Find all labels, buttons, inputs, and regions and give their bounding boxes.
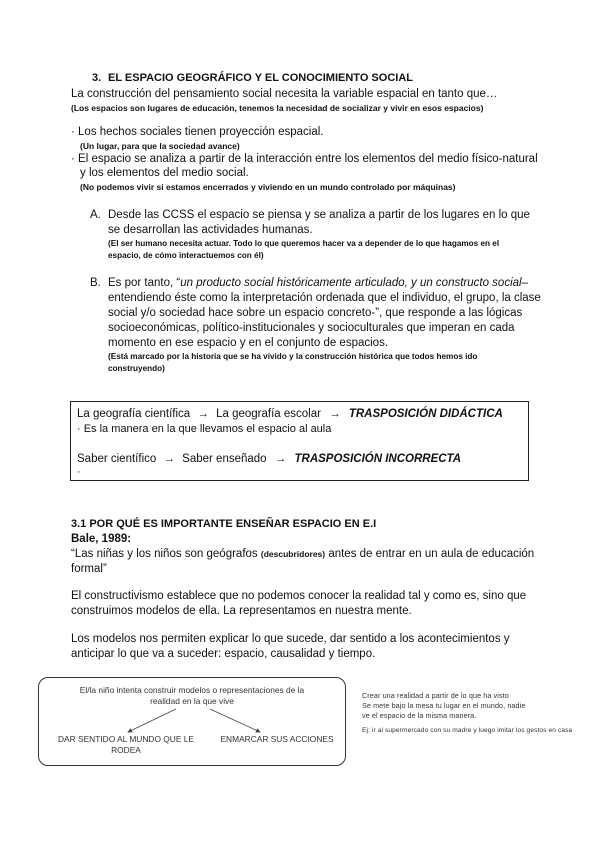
bullet-1: · Los hechos sociales tienen proyección espacial. bbox=[71, 126, 324, 138]
diagram-right: ENMARCAR SUS ACCIONES bbox=[220, 734, 334, 744]
box-row2-dot: · bbox=[77, 466, 81, 478]
section-number: 3. bbox=[92, 72, 102, 84]
arrow-left-down bbox=[128, 709, 176, 732]
para2-line2: anticipar lo que va a suceder: espacio, causalidad y tiempo. bbox=[71, 648, 376, 660]
box-row2-taught: Saber enseñado bbox=[182, 453, 267, 465]
item-a-note1: (El ser humano necesita actuar. Todo lo que queremos hacer va a depender de lo que hagamos en el bbox=[108, 239, 500, 248]
intro-text: La construcción del pensamiento social necesita la variable espacial en tanto que… bbox=[71, 88, 498, 100]
diagram-top-line2: realidad en la que vive bbox=[150, 696, 234, 706]
item-a-note2: espacio, de cómo interactuemos con él) bbox=[108, 251, 264, 260]
citation-author: Bale, 1989: bbox=[71, 533, 132, 545]
box-row2-result: TRASPOSICIÓN INCORRECTA bbox=[294, 453, 462, 465]
para1-line1: El constructivismo establece que no podemos conocer la realidad tal y como es, sino que bbox=[71, 590, 527, 602]
para2-line1: Los modelos nos permiten explicar lo que sucede, dar sentido a los acontecimientos y bbox=[71, 633, 510, 645]
diagram-top-line1: El/la niño intenta construir modelos o representaciones de la bbox=[79, 685, 305, 695]
box-row2-science: Saber científico bbox=[77, 453, 157, 465]
item-b-line4: socioeconómicas, político-institucionales y socioculturales que imperan en cada bbox=[108, 322, 515, 334]
box-row1-note: · Es la manera en la que llevamos el espacio al aula bbox=[77, 423, 332, 435]
item-b-line2: entendiendo éste como la interpretación ordenada que el individuo, el grupo, la clase bbox=[108, 292, 541, 304]
item-b-marker: B. bbox=[90, 277, 101, 289]
box-row1-school: La geografía escolar bbox=[216, 408, 321, 420]
section-heading: EL ESPACIO GEOGRÁFICO Y EL CONOCIMIENTO SOCIAL bbox=[108, 72, 413, 84]
diagram-left-line1: DAR SENTIDO AL MUNDO QUE LE bbox=[57, 734, 195, 744]
arrow-right-icon: → bbox=[163, 453, 175, 465]
box-row1-science: La geografía científica bbox=[77, 408, 191, 420]
diagram-left-line2: RODEA bbox=[111, 745, 141, 755]
quote-part-b: antes de entrar en un aula de educación bbox=[325, 548, 535, 560]
arrow-right-icon: → bbox=[274, 453, 287, 465]
box-row1-result: TRASPOSICIÓN DIDÁCTICA bbox=[348, 408, 503, 420]
quote-line1 bbox=[71, 548, 534, 560]
arrow-right-icon: → bbox=[329, 408, 341, 420]
item-b-line5: momento en ese espacio y en el conjunto de espacios. bbox=[108, 337, 389, 349]
para1-line2: construimos modelos de ella. La representamos en nuestra mente. bbox=[71, 605, 412, 617]
side-note-2: Se mete bajo la mesa tu lugar en el mundo, nadie bbox=[362, 701, 526, 710]
box-row1 bbox=[77, 408, 503, 420]
quote-small: (descubridores) bbox=[260, 549, 326, 559]
arrow-right-down bbox=[210, 709, 260, 732]
intro-note: (Los espacios son lugares de educación, tenemos la necesidad de socializar y vivir en esos espacios) bbox=[71, 103, 484, 113]
item-a-line1: Desde las CCSS el espacio se piensa y se analiza a partir de los lugares en lo que bbox=[108, 209, 530, 221]
quote-part-a: “Las niñas y los niños son geógrafos bbox=[71, 548, 261, 560]
section-3-1-heading: 3.1 POR QUÉ ES IMPORTANTE ENSEÑAR ESPACIO EN E.I bbox=[71, 518, 377, 530]
item-b-quote: un producto social históricamente articulado, y un constructo social bbox=[180, 277, 522, 289]
side-note-3: ve el espacio de la misma manera. bbox=[362, 711, 477, 720]
item-b-line3: social y/o sociedad hace sobre un espacio concreto-”, que responde a las lógicas bbox=[108, 307, 523, 319]
item-a-marker: A. bbox=[90, 209, 101, 221]
item-b-line1 bbox=[108, 277, 528, 289]
quote-line2: formal” bbox=[71, 563, 107, 575]
item-b-suffix: – bbox=[521, 277, 528, 289]
bullet-1-note: (Un lugar, para que la sociedad avance) bbox=[80, 141, 240, 151]
bullet-2-line2: y los elementos del medio social. bbox=[80, 167, 249, 179]
bullet-2-line1: · El espacio se analiza a partir de la interacción entre los elementos del medio físico-natural bbox=[71, 153, 538, 165]
item-a-line2: se desarrollan las actividades humanas. bbox=[108, 224, 313, 236]
arrow-right-icon: → bbox=[197, 408, 209, 420]
item-b-note2: construyendo) bbox=[108, 364, 165, 373]
box-row2 bbox=[77, 453, 461, 465]
side-note-1: Crear una realidad a partir de lo que ha visto bbox=[362, 691, 509, 700]
bullet-2-note: (No podemos vivir si estamos encerrados y viviendo en un mundo controlado por máquinas) bbox=[80, 182, 456, 192]
item-b-prefix: Es por tanto, “ bbox=[108, 277, 181, 289]
item-b-note1: (Está marcado por la historia que se ha vivido y la construcción histórica que todos hemos ido bbox=[108, 352, 478, 361]
side-note-4: Ej: ir al supermercado con su madre y luego imitar los gestos en casa bbox=[362, 727, 573, 734]
